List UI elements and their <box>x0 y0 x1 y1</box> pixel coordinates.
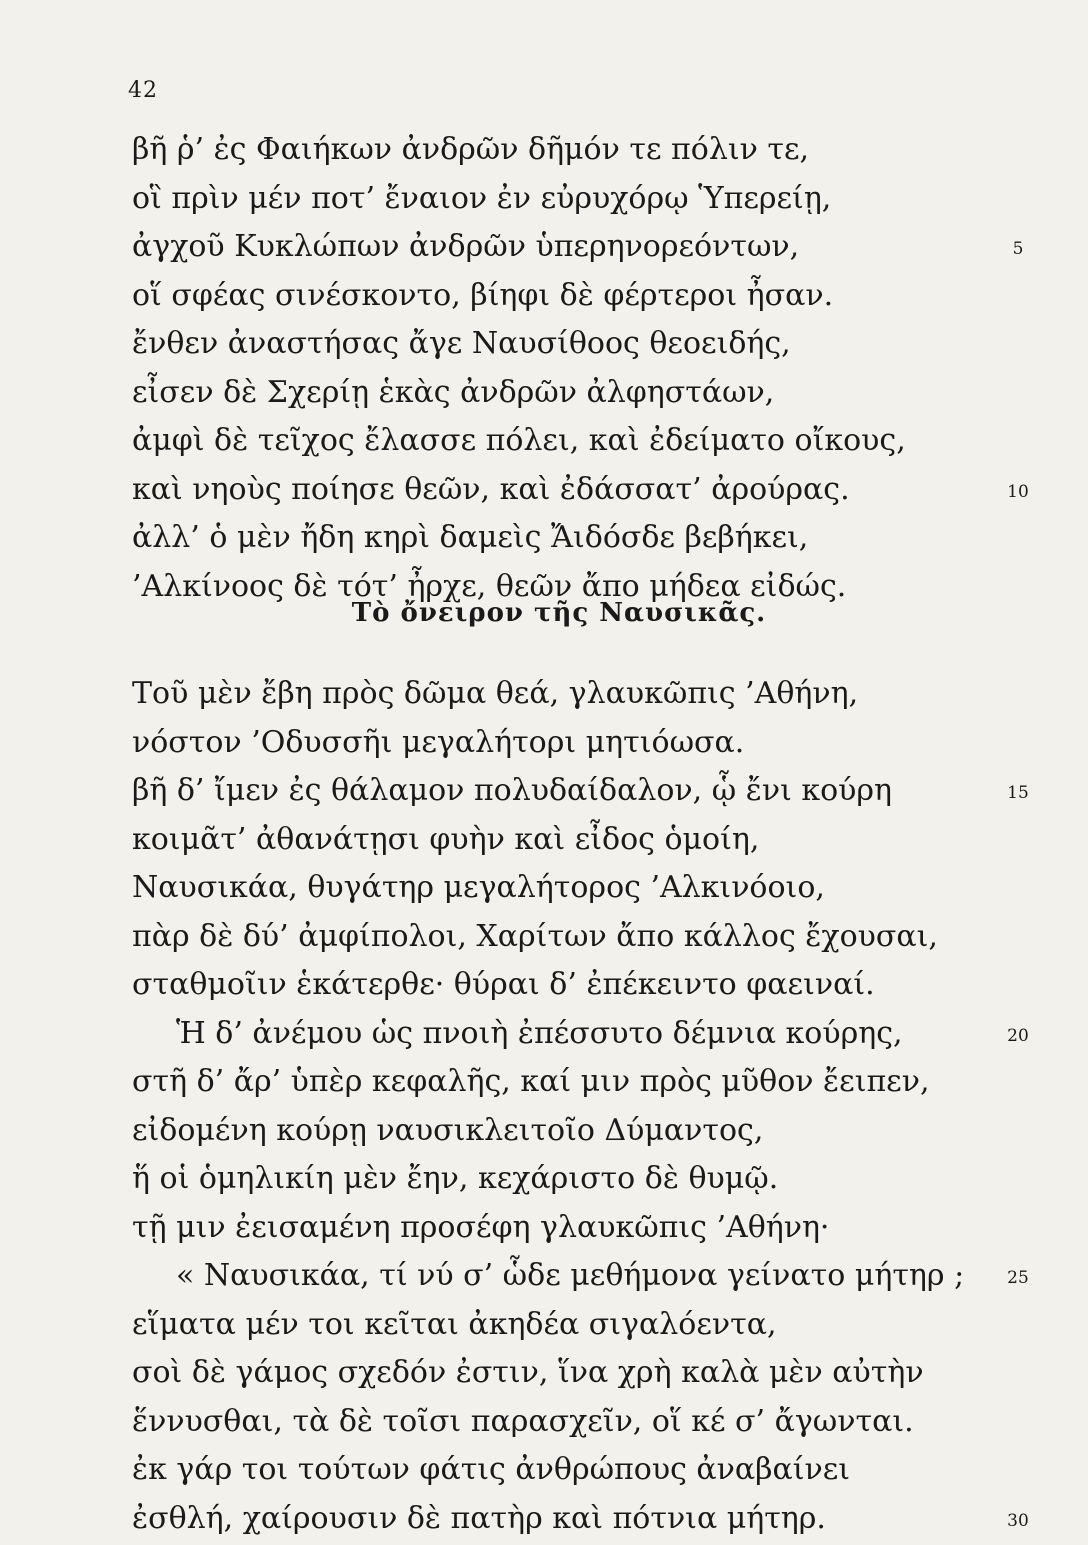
verse-text: οἳ πρὶν μέν ποτ’ ἔναιον ἐν εὐρυχόρῳ Ὑπερείῃ, <box>132 175 831 224</box>
verse-line <box>0 223 1088 272</box>
verse-line <box>0 1349 1088 1398</box>
verse-text: τῇ μιν ἐεισαμένη προσέφη γλαυκῶπις ’Αθήνη· <box>132 1204 829 1253</box>
verse-text: « Ναυσικάα, τί νύ σ’ ὧδε μεθήμονα γείνατο μήτηρ ; <box>176 1252 964 1301</box>
verse-line <box>0 1398 1088 1447</box>
verse-line <box>0 1495 1088 1544</box>
verse-text: εἰδομένη κούρῃ ναυσικλειτοῖο Δύμαντος, <box>132 1107 763 1156</box>
verse-block-2 <box>0 670 1088 1543</box>
verse-line <box>0 913 1088 962</box>
verse-line <box>0 1010 1088 1059</box>
verse-line <box>0 1204 1088 1253</box>
verse-text: ἕννυσθαι, τὰ δὲ τοῖσι παρασχεῖν, οἵ κέ σ’ ἄγωνται. <box>132 1398 914 1447</box>
verse-text: οἵ σφέας σινέσκοντο, βίηφι δὲ φέρτεροι ἦσαν. <box>132 272 833 321</box>
verse-line <box>0 417 1088 466</box>
verse-text: Ναυσικάα, θυγάτηρ μεγαλήτορος ’Αλκινόοιο, <box>132 864 825 913</box>
line-number: 20 <box>998 1012 1038 1061</box>
line-number: 10 <box>998 468 1038 517</box>
verse-text: Ἡ δ’ ἀνέμου ὡς πνοιὴ ἐπέσσυτο δέμνια κούρης, <box>176 1010 903 1059</box>
verse-line <box>0 1252 1088 1301</box>
verse-text: σοὶ δὲ γάμος σχεδόν ἐστιν, ἵνα χρὴ καλὰ μὲν αὐτὴν <box>132 1349 924 1398</box>
verse-text: Τοῦ μὲν ἔβη πρὸς δῶμα θεά, γλαυκῶπις ’Αθήνη, <box>132 670 858 719</box>
verse-line <box>0 1058 1088 1107</box>
verse-text: ἀγχοῦ Κυκλώπων ἀνδρῶν ὑπερηνορεόντων, <box>132 223 799 272</box>
verse-line <box>0 369 1088 418</box>
verse-text: εἶσεν δὲ Σχερίῃ ἑκὰς ἀνδρῶν ἀλφηστάων, <box>132 369 774 418</box>
verse-text: ἀμφὶ δὲ τεῖχος ἔλασσε πόλει, καὶ ἐδείματο οἴκους, <box>132 417 906 466</box>
verse-text: καὶ νηοὺς ποίησε θεῶν, καὶ ἐδάσσατ’ ἀρούρας. <box>132 466 850 515</box>
verse-block-1 <box>0 126 1088 611</box>
verse-line <box>0 466 1088 515</box>
verse-line <box>0 320 1088 369</box>
verse-text: σταθμοῖιν ἑκάτερθε· θύραι δ’ ἐπέκειντο φαειναί. <box>132 961 875 1010</box>
verse-line <box>0 175 1088 224</box>
line-number: 25 <box>998 1254 1038 1303</box>
verse-line <box>0 719 1088 768</box>
line-number: 5 <box>998 225 1038 274</box>
verse-line <box>0 1107 1088 1156</box>
section-heading: Τὸ ὄνειρον τῆς Ναυσικᾶς. <box>0 598 1088 628</box>
verse-line <box>0 1301 1088 1350</box>
verse-text: κοιμᾶτ’ ἀθανάτῃσι φυὴν καὶ εἶδος ὁμοίη, <box>132 816 759 865</box>
verse-text: ἔνθεν ἀναστήσας ἄγε Ναυσίθοος θεοειδής, <box>132 320 791 369</box>
verse-text: ἥ οἱ ὁμηλικίη μὲν ἔην, κεχάριστο δὲ θυμῷ. <box>132 1155 778 1204</box>
verse-line <box>0 816 1088 865</box>
line-number: 30 <box>998 1497 1038 1545</box>
verse-text: ’Αλκίνοος δὲ τότ’ ἦρχε, θεῶν ἄπο μήδεα εἰδώς. <box>132 563 846 612</box>
verse-text: ἐσθλή, χαίρουσιν δὲ πατὴρ καὶ πότνια μήτηρ. <box>132 1495 826 1544</box>
verse-line <box>0 514 1088 563</box>
verse-text: ἀλλ’ ὁ μὲν ἤδη κηρὶ δαμεὶς Ἄιδόσδε βεβήκει, <box>132 514 808 563</box>
page-number: 42 <box>128 78 158 103</box>
verse-text: βῆ δ’ ἴμεν ἐς θάλαμον πολυδαίδαλον, ᾧ ἔνι κούρη <box>132 767 892 816</box>
verse-line <box>0 272 1088 321</box>
verse-text: νόστον ’Οδυσσῆι μεγαλήτορι μητιόωσα. <box>132 719 744 768</box>
verse-text: εἵματα μέν τοι κεῖται ἀκηδέα σιγαλόεντα, <box>132 1301 777 1350</box>
line-number: 15 <box>998 769 1038 818</box>
verse-line <box>0 1446 1088 1495</box>
verse-line <box>0 961 1088 1010</box>
verse-text: βῆ ῥ’ ἐς Φαιήκων ἀνδρῶν δῆμόν τε πόλιν τε, <box>132 126 809 175</box>
verse-line <box>0 670 1088 719</box>
verse-line <box>0 767 1088 816</box>
verse-line <box>0 126 1088 175</box>
verse-text: πὰρ δὲ δύ’ ἀμφίπολοι, Χαρίτων ἄπο κάλλος ἔχουσαι, <box>132 913 938 962</box>
verse-line <box>0 864 1088 913</box>
verse-text: στῆ δ’ ἄρ’ ὑπὲρ κεφαλῆς, καί μιν πρὸς μῦθον ἔειπεν, <box>132 1058 930 1107</box>
verse-text: ἐκ γάρ τοι τούτων φάτις ἀνθρώπους ἀναβαίνει <box>132 1446 850 1495</box>
verse-line <box>0 1155 1088 1204</box>
